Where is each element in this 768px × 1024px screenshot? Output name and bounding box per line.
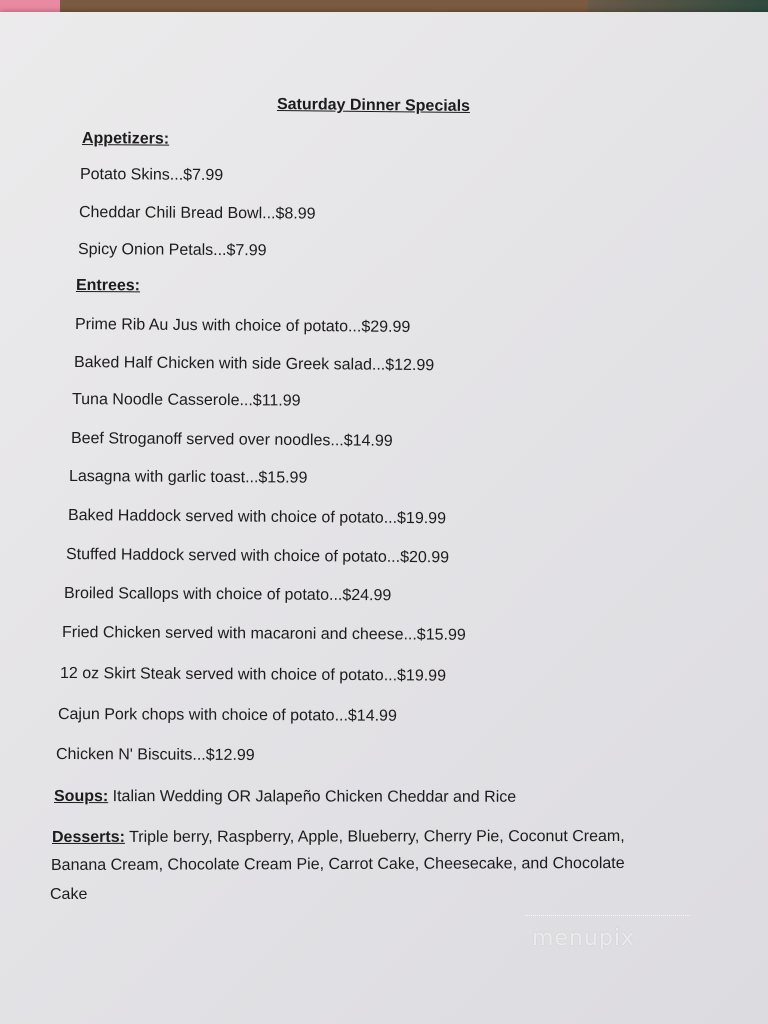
entree-item: Baked Haddock served with choice of potato...$19.99 — [67, 507, 447, 528]
appetizers-heading: Appetizers: — [81, 130, 170, 148]
desserts-line-2: Banana Cream, Chocolate Cream Pie, Carrot Cake, Cheesecake, and Chocolate — [50, 854, 625, 874]
desserts-text-1: Triple berry, Raspberry, Apple, Blueberry, Cherry Pie, Coconut Cream, — [124, 828, 625, 846]
watermark-rule — [525, 915, 690, 916]
entree-item: Chicken N' Biscuits...$12.99 — [55, 746, 255, 765]
entree-item: Cajun Pork chops with choice of potato...$14.99 — [57, 706, 397, 725]
watermark-logo: menupix — [532, 926, 635, 951]
desserts-line-1 — [52, 828, 625, 847]
soups-heading: Soups: — [53, 788, 109, 806]
entree-item: Stuffed Haddock served with choice of potato...$20.99 — [65, 546, 450, 567]
appetizer-item: Potato Skins...$7.99 — [79, 166, 224, 184]
entree-item: Beef Stroganoff served over noodles...$14.99 — [70, 430, 393, 450]
soups-text: Italian Wedding OR Jalapeño Chicken Cheddar and Rice — [108, 788, 517, 806]
desserts-heading: Desserts: — [51, 828, 125, 846]
appetizer-item: Spicy Onion Petals...$7.99 — [77, 241, 267, 260]
entree-item: 12 oz Skirt Steak served with choice of potato...$19.99 — [59, 665, 447, 685]
soups-line — [54, 788, 516, 807]
entree-item: Broiled Scallops with choice of potato...$24.99 — [63, 585, 392, 605]
desserts-line-3: Cake — [50, 886, 88, 903]
entree-item: Tuna Noodle Casserole...$11.99 — [71, 391, 301, 410]
entree-item: Prime Rib Au Jus with choice of potato...$29.99 — [74, 316, 411, 336]
appetizer-item: Cheddar Chili Bread Bowl...$8.99 — [78, 204, 316, 223]
menu-title: Saturday Dinner Specials — [276, 96, 471, 116]
entree-item: Lasagna with garlic toast...$15.99 — [68, 468, 308, 487]
entree-item: Baked Half Chicken with side Greek salad...$12.99 — [73, 354, 435, 375]
entrees-heading: Entrees: — [75, 277, 141, 295]
entree-item: Fried Chicken served with macaroni and cheese...$15.99 — [61, 624, 466, 644]
